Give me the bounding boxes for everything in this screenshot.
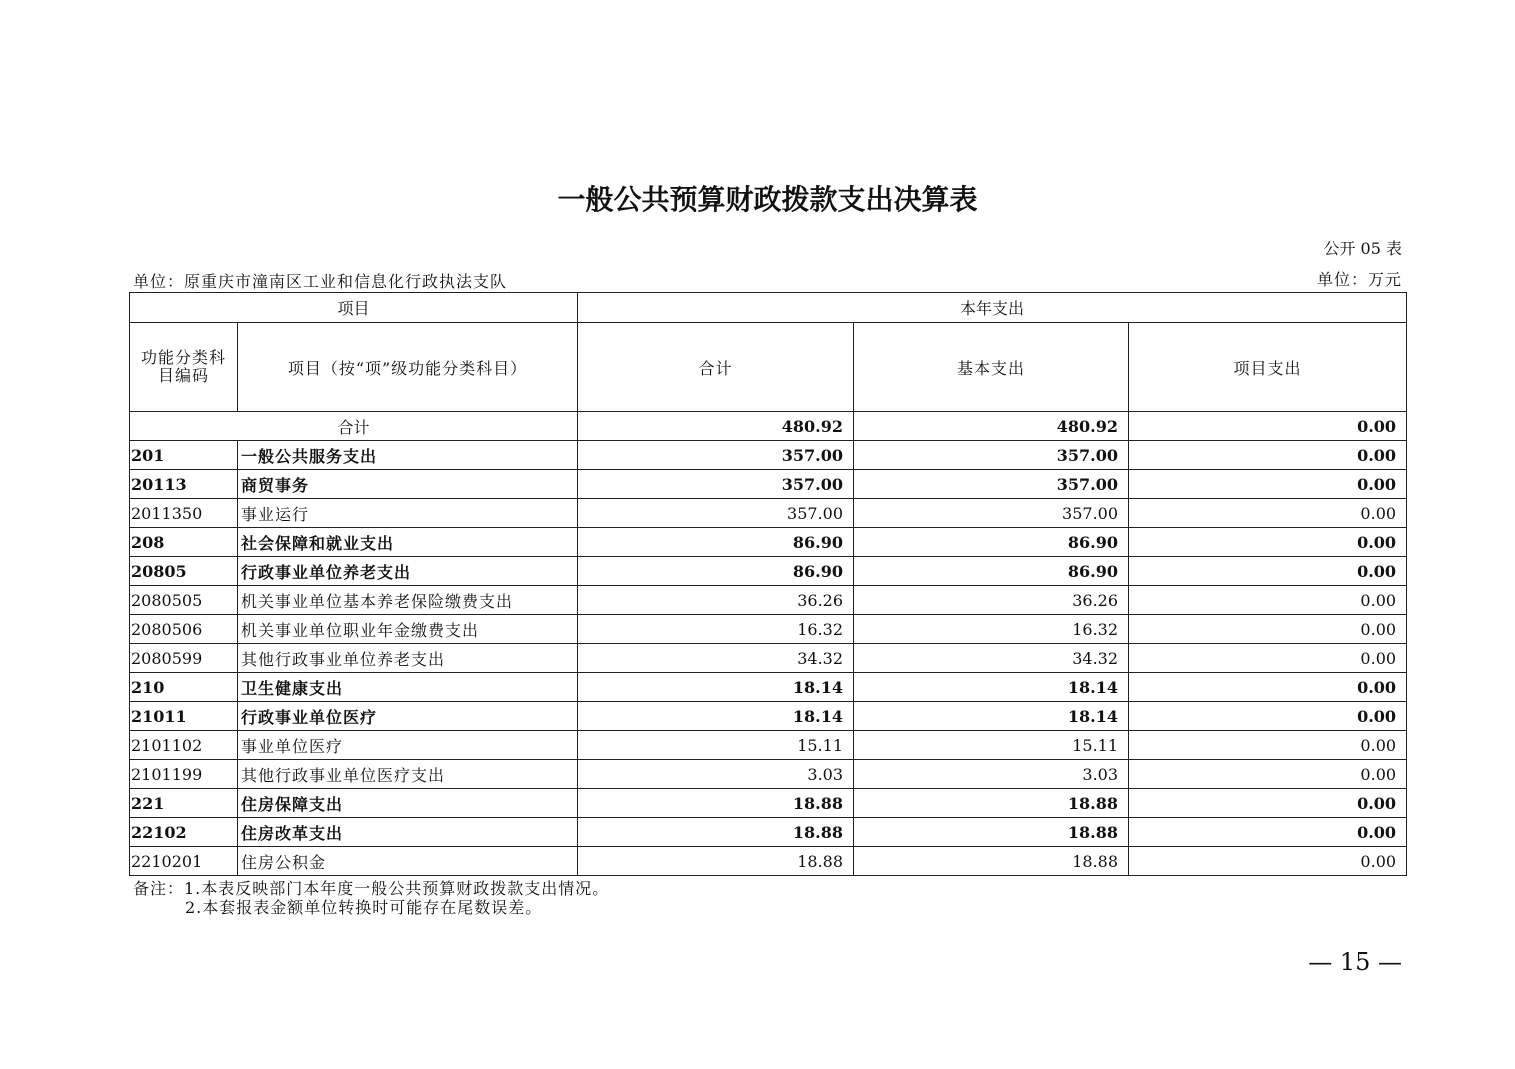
header-project: 项目支出 bbox=[1129, 323, 1407, 412]
row-project: 0.00 bbox=[1129, 731, 1407, 760]
table-row bbox=[130, 673, 1407, 702]
row-code: 2101102 bbox=[130, 731, 238, 760]
table-row bbox=[130, 731, 1407, 760]
row-basic: 357.00 bbox=[854, 441, 1129, 470]
row-total: 3.03 bbox=[578, 760, 854, 789]
row-name: 行政事业单位养老支出 bbox=[238, 557, 578, 586]
header-current-year-expenditure: 本年支出 bbox=[578, 293, 1407, 323]
row-project: 0.00 bbox=[1129, 557, 1407, 586]
row-total: 34.32 bbox=[578, 644, 854, 673]
row-name: 一般公共服务支出 bbox=[238, 441, 578, 470]
row-project: 0.00 bbox=[1129, 847, 1407, 876]
row-name: 住房保障支出 bbox=[238, 789, 578, 818]
row-name: 卫生健康支出 bbox=[238, 673, 578, 702]
row-total: 18.88 bbox=[578, 847, 854, 876]
row-code: 2101199 bbox=[130, 760, 238, 789]
header-name: 项目（按“项”级功能分类科目） bbox=[238, 323, 578, 412]
row-code: 2080505 bbox=[130, 586, 238, 615]
row-project: 0.00 bbox=[1129, 644, 1407, 673]
page-number: — 15 — bbox=[1308, 948, 1402, 976]
document-title: 一般公共预算财政拨款支出决算表 bbox=[557, 183, 978, 216]
notes bbox=[133, 879, 609, 917]
total-amount: 480.92 bbox=[578, 412, 854, 441]
row-total: 18.14 bbox=[578, 702, 854, 731]
row-total: 357.00 bbox=[578, 499, 854, 528]
total-label: 合计 bbox=[130, 412, 578, 441]
table-row bbox=[130, 470, 1407, 499]
table-row bbox=[130, 557, 1407, 586]
row-project: 0.00 bbox=[1129, 499, 1407, 528]
total-row bbox=[130, 412, 1407, 441]
row-basic: 86.90 bbox=[854, 528, 1129, 557]
row-project: 0.00 bbox=[1129, 673, 1407, 702]
table-row bbox=[130, 441, 1407, 470]
table-row bbox=[130, 615, 1407, 644]
row-basic: 16.32 bbox=[854, 615, 1129, 644]
table-row bbox=[130, 586, 1407, 615]
row-code: 2210201 bbox=[130, 847, 238, 876]
reporting-unit: 单位：原重庆市潼南区工业和信息化行政执法支队 bbox=[133, 272, 508, 291]
table-row bbox=[130, 789, 1407, 818]
row-basic: 3.03 bbox=[854, 760, 1129, 789]
table-row bbox=[130, 818, 1407, 847]
header-row-group bbox=[130, 293, 1407, 323]
row-project: 0.00 bbox=[1129, 615, 1407, 644]
row-code: 20805 bbox=[130, 557, 238, 586]
row-total: 18.88 bbox=[578, 789, 854, 818]
row-name: 商贸事务 bbox=[238, 470, 578, 499]
row-total: 36.26 bbox=[578, 586, 854, 615]
row-basic: 357.00 bbox=[854, 499, 1129, 528]
row-name: 住房公积金 bbox=[238, 847, 578, 876]
row-basic: 18.88 bbox=[854, 818, 1129, 847]
row-code: 2011350 bbox=[130, 499, 238, 528]
total-project: 0.00 bbox=[1129, 412, 1407, 441]
row-name: 机关事业单位职业年金缴费支出 bbox=[238, 615, 578, 644]
row-code: 201 bbox=[130, 441, 238, 470]
row-total: 86.90 bbox=[578, 557, 854, 586]
row-basic: 357.00 bbox=[854, 470, 1129, 499]
row-code: 2080599 bbox=[130, 644, 238, 673]
row-name: 行政事业单位医疗 bbox=[238, 702, 578, 731]
row-name: 事业单位医疗 bbox=[238, 731, 578, 760]
note-line-2: 2.本套报表金额单位转换时可能存在尾数误差。 bbox=[185, 898, 543, 917]
row-basic: 34.32 bbox=[854, 644, 1129, 673]
table-row bbox=[130, 760, 1407, 789]
row-basic: 18.88 bbox=[854, 789, 1129, 818]
row-total: 357.00 bbox=[578, 441, 854, 470]
form-number: 公开 05 表 bbox=[1323, 239, 1402, 258]
note-line-1: 备注：1.本表反映部门本年度一般公共预算财政拨款支出情况。 bbox=[133, 879, 610, 898]
row-basic: 15.11 bbox=[854, 731, 1129, 760]
row-basic: 18.14 bbox=[854, 702, 1129, 731]
row-total: 15.11 bbox=[578, 731, 854, 760]
table-row bbox=[130, 528, 1407, 557]
row-basic: 36.26 bbox=[854, 586, 1129, 615]
row-name: 住房改革支出 bbox=[238, 818, 578, 847]
row-total: 86.90 bbox=[578, 528, 854, 557]
header-basic: 基本支出 bbox=[854, 323, 1129, 412]
table-row bbox=[130, 644, 1407, 673]
row-total: 357.00 bbox=[578, 470, 854, 499]
currency-unit: 单位：万元 bbox=[1316, 270, 1402, 289]
header-row-columns bbox=[130, 323, 1407, 412]
row-name: 其他行政事业单位医疗支出 bbox=[238, 760, 578, 789]
row-name: 其他行政事业单位养老支出 bbox=[238, 644, 578, 673]
header-total: 合计 bbox=[578, 323, 854, 412]
row-code: 20113 bbox=[130, 470, 238, 499]
row-name: 社会保障和就业支出 bbox=[238, 528, 578, 557]
table-row bbox=[130, 847, 1407, 876]
row-total: 18.14 bbox=[578, 673, 854, 702]
table-row bbox=[130, 499, 1407, 528]
row-code: 210 bbox=[130, 673, 238, 702]
row-project: 0.00 bbox=[1129, 702, 1407, 731]
row-code: 21011 bbox=[130, 702, 238, 731]
row-project: 0.00 bbox=[1129, 528, 1407, 557]
row-code: 2080506 bbox=[130, 615, 238, 644]
row-project: 0.00 bbox=[1129, 760, 1407, 789]
row-name: 事业运行 bbox=[238, 499, 578, 528]
row-code: 22102 bbox=[130, 818, 238, 847]
row-total: 18.88 bbox=[578, 818, 854, 847]
row-basic: 18.14 bbox=[854, 673, 1129, 702]
header-code-cell bbox=[130, 323, 238, 412]
row-code: 221 bbox=[130, 789, 238, 818]
row-project: 0.00 bbox=[1129, 586, 1407, 615]
expenditure-table bbox=[129, 292, 1407, 876]
header-project-group: 项目 bbox=[130, 293, 578, 323]
row-project: 0.00 bbox=[1129, 441, 1407, 470]
table-body bbox=[130, 441, 1407, 876]
row-project: 0.00 bbox=[1129, 789, 1407, 818]
header-code: 功能分类科目编码 bbox=[140, 348, 226, 385]
row-code: 208 bbox=[130, 528, 238, 557]
table-row bbox=[130, 702, 1407, 731]
row-name: 机关事业单位基本养老保险缴费支出 bbox=[238, 586, 578, 615]
total-basic: 480.92 bbox=[854, 412, 1129, 441]
row-total: 16.32 bbox=[578, 615, 854, 644]
row-basic: 18.88 bbox=[854, 847, 1129, 876]
row-project: 0.00 bbox=[1129, 470, 1407, 499]
row-project: 0.00 bbox=[1129, 818, 1407, 847]
row-basic: 86.90 bbox=[854, 557, 1129, 586]
